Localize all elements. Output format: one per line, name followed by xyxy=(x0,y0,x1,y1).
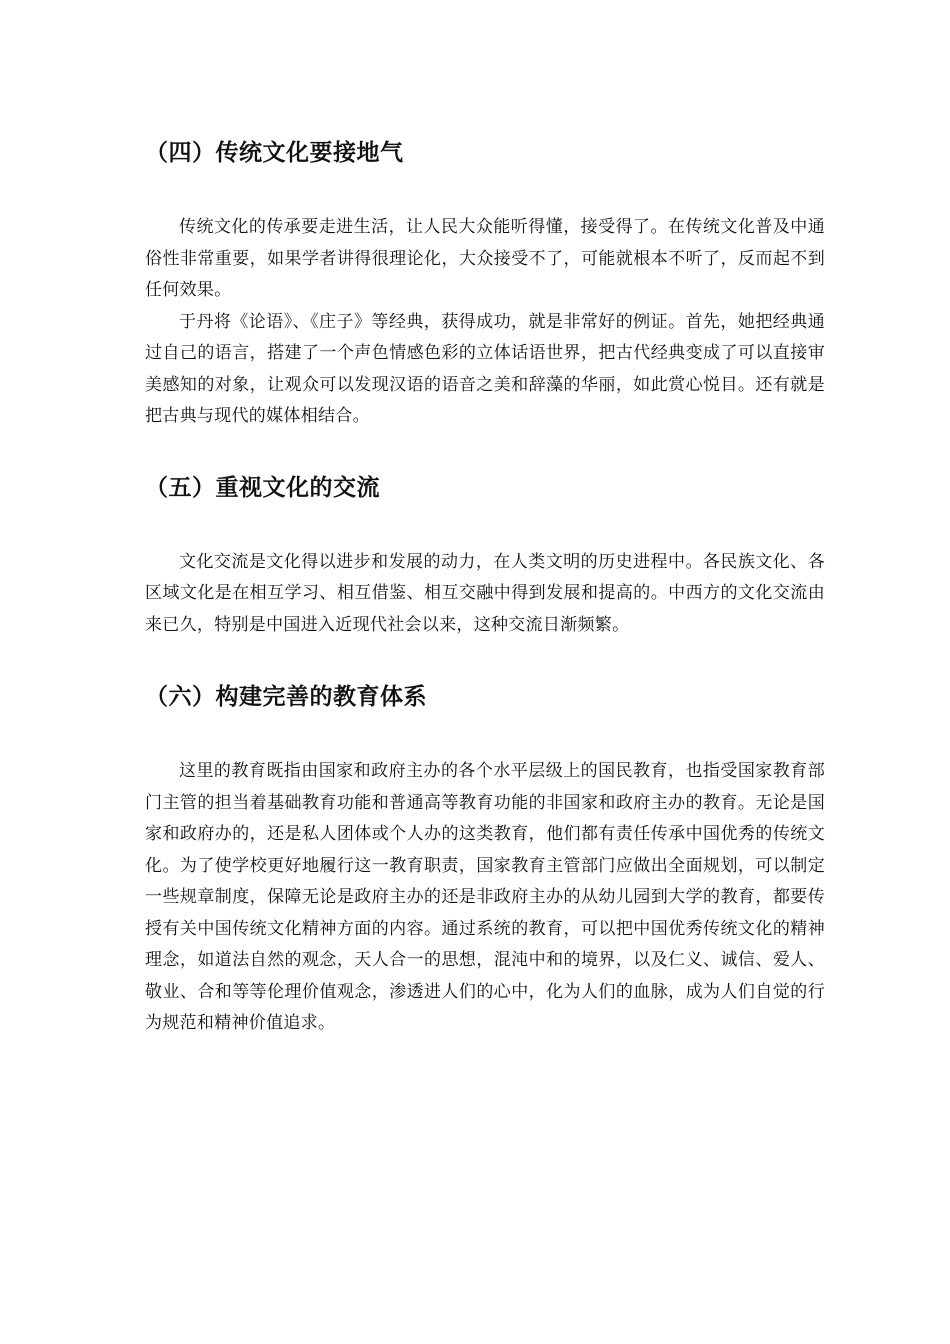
section-4 xyxy=(145,133,825,433)
paragraph: 这里的教育既指由国家和政府主办的各个水平层级上的国民教育，也指受国家教育部门主管的担当着基础教育功能和普通高等教育功能的非国家和政府主办的教育。无论是国家和政府办的，还是私人团体或个人办的这类教育，他们都有责任传承中国优秀的传统文化。为了使学校更好地履行这一教育职责，国家教育主管部门应做出全面规划，可以制定一些规章制度，保障无论是政府主办的还是非政府主办的从幼儿园到大学的教育，都要传授有关中国传统文化精神方面的内容。通过系统的教育，可以把中国优秀传统文化的精神理念，如道法自然的观念，天人合一的思想，混沌中和的境界，以及仁义、诚信、爱人、敬业、合和等等伦理价值观念，渗透进人们的心中，化为人们的血脉，成为人们自觉的行为规范和精神价值追求。 xyxy=(145,761,825,1033)
section-heading: （五）重视文化的交流 xyxy=(145,474,380,501)
section-6 xyxy=(145,677,825,1040)
section-heading: （六）构建完善的教育体系 xyxy=(145,684,427,710)
paragraph: 于丹将《论语》、《庄子》等经典，获得成功，就是非常好的例证。首先，她把经典通过自己的语言，搭建了一个声色情感色彩的立体话语世界，把古代经典变成了可以直接审美感知的对象，让观众可以发现汉语的语音之美和辞藻的华丽，如此赏心悦目。还有就是把古典与现代的媒体相结合。 xyxy=(145,311,825,426)
document-body xyxy=(145,133,825,1040)
section-heading: （四）传统文化要接地气 xyxy=(145,140,404,166)
paragraph: 文化交流是文化得以进步和发展的动力，在人类文明的历史进程中。各民族文化、各区域文化是在相互学习、相互借鉴、相互交融中得到发展和提高的。中西方的文化交流由来已久，特别是中国进入近现代社会以来，这种交流日渐频繁。 xyxy=(145,551,825,635)
paragraph: 传统文化的传承要走进生活，让人民大众能听得懂，接受得了。在传统文化普及中通俗性非常重要，如果学者讲得很理论化，大众接受不了，可能就根本不听了，反而起不到任何效果。 xyxy=(145,217,825,300)
section-5 xyxy=(145,468,825,642)
